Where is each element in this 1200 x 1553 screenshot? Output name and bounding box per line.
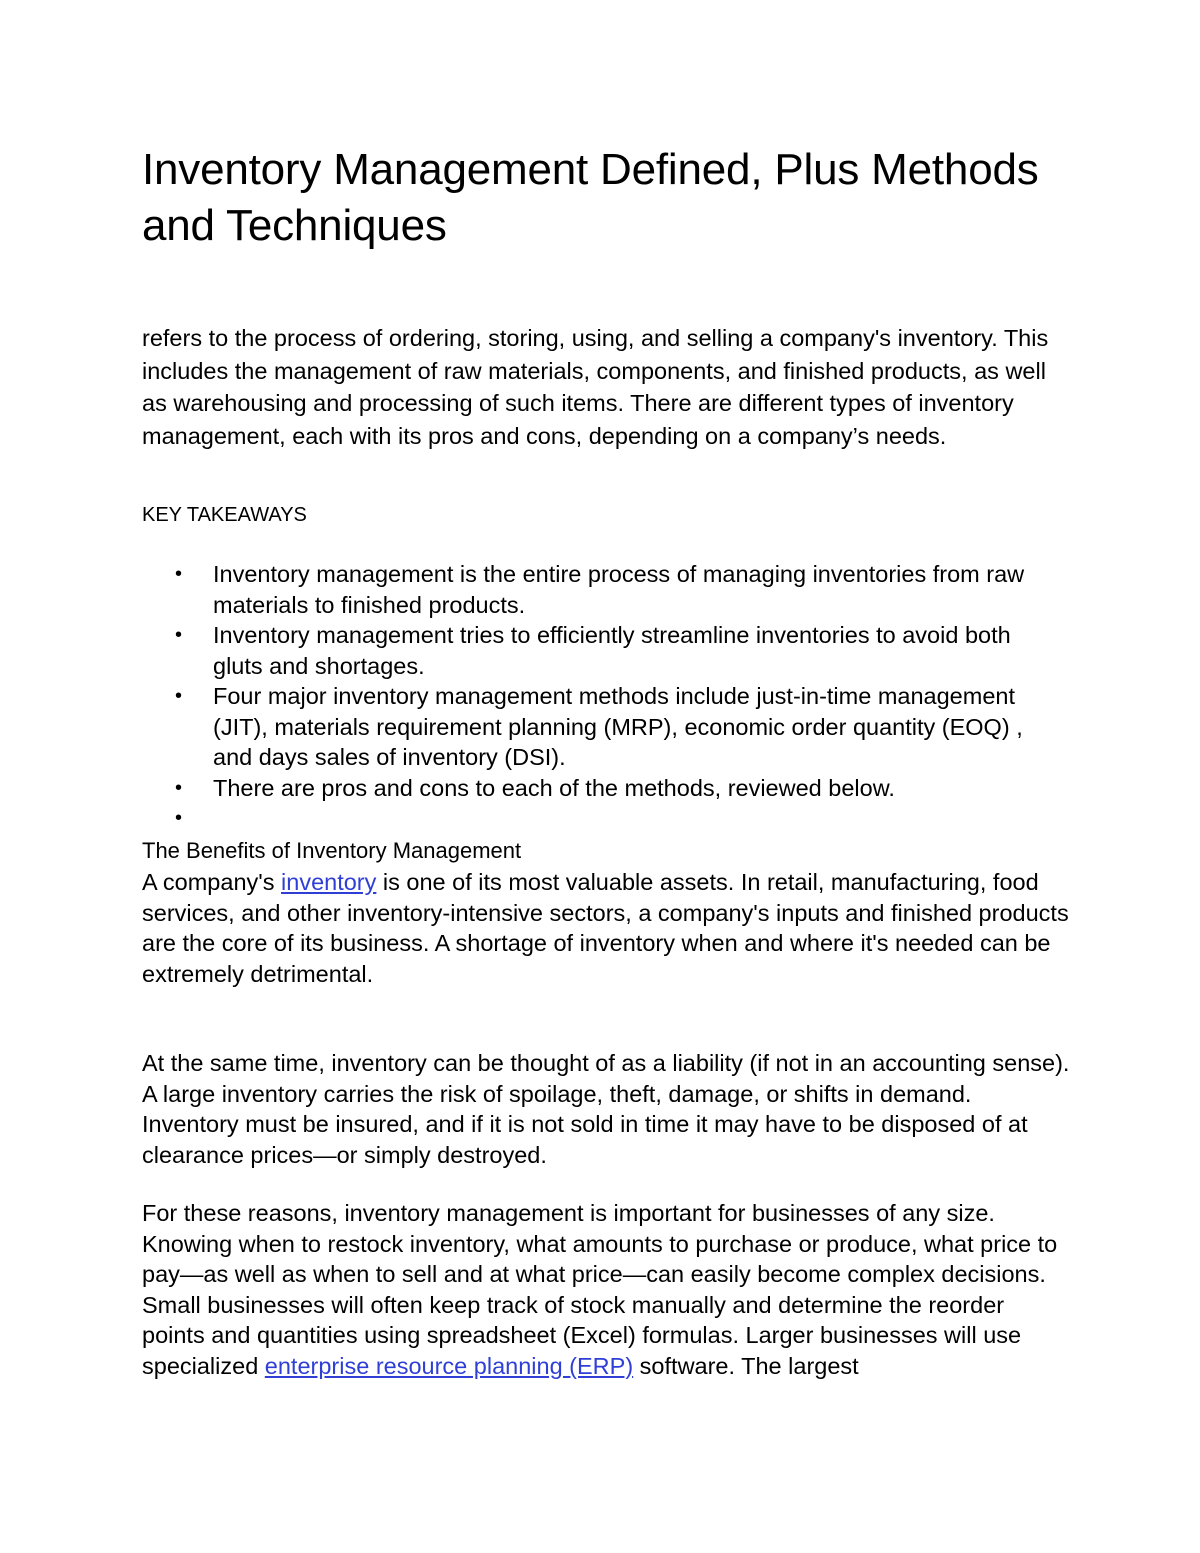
list-item xyxy=(142,773,1062,804)
list-item-text: Inventory management is the entire process of managing inventories from raw materials to finished products. xyxy=(213,561,1025,618)
list-item-text: Inventory management tries to efficiently streamline inventories to avoid both gluts and shortages. xyxy=(213,622,1011,679)
key-takeaways-label: KEY TAKEAWAYS xyxy=(142,504,307,526)
bullet-icon: • xyxy=(175,685,183,707)
bullet-icon: • xyxy=(175,776,183,799)
key-takeaways-list xyxy=(142,559,1062,834)
bullet-icon: • xyxy=(175,624,183,646)
paragraph-text: For these reasons, inventory management is important for businesses of any size. Knowing when to restock inventory, what amounts to purchase or produce, what price to pay—as well as when to sell and at what price—can easily become complex decisions. Small businesses will often keep track of stock manually and determine the reorder points and quantities using spreadsheet (Excel) formulas. Larger businesses will use specialized xyxy=(142,1200,1058,1379)
bullet-icon: • xyxy=(175,807,183,829)
list-item-empty xyxy=(142,803,1062,834)
benefits-heading: The Benefits of Inventory Management xyxy=(142,838,522,863)
bullet-icon: • xyxy=(175,563,183,585)
paragraph-text: software. The largest xyxy=(633,1352,859,1379)
document-title: Inventory Management Defined, Plus Methods and Techniques xyxy=(142,145,1039,250)
paragraph-text: A company's xyxy=(142,869,282,895)
benefits-paragraph-3 xyxy=(142,1198,1072,1381)
benefits-paragraph-2: At the same time, inventory can be thought of as a liability (if not in an accounting sense). A large inventory carries the risk of spoilage, theft, damage, or shifts in demand. Inventory must be insured, and if it is not sold in time it may have to be disposed of at clearance prices—or simply destroyed. xyxy=(142,1050,1070,1168)
list-item xyxy=(142,681,1062,773)
paragraph-text: is one of its most valuable assets. In retail, manufacturing, food services, and other inventory-intensive sectors, a company's inputs and finished products are the core of its business. A shortage of inventory when and where it's needed can be extremely detrimental. xyxy=(142,869,1069,987)
inventory-link[interactable]: inventory xyxy=(281,869,377,895)
benefits-paragraph-1 xyxy=(142,867,1072,989)
intro-paragraph: refers to the process of ordering, storing, using, and selling a company's inventory. This includes the management of raw materials, components, and finished products, as well as warehousing and processing of such items. There are different types of inventory management, each with its pros and cons, depending on a company’s needs. xyxy=(142,325,1049,449)
list-item xyxy=(142,620,1062,681)
list-item-text: There are pros and cons to each of the methods, reviewed below. xyxy=(213,774,895,801)
list-item-text: Four major inventory management methods include just-in-time management (JIT), materials requirement planning (MRP), economic order quantity (EOQ) , and days sales of inventory (DSI). xyxy=(213,683,1023,770)
erp-link[interactable]: enterprise resource planning (ERP) xyxy=(264,1352,634,1379)
list-item xyxy=(142,559,1062,620)
